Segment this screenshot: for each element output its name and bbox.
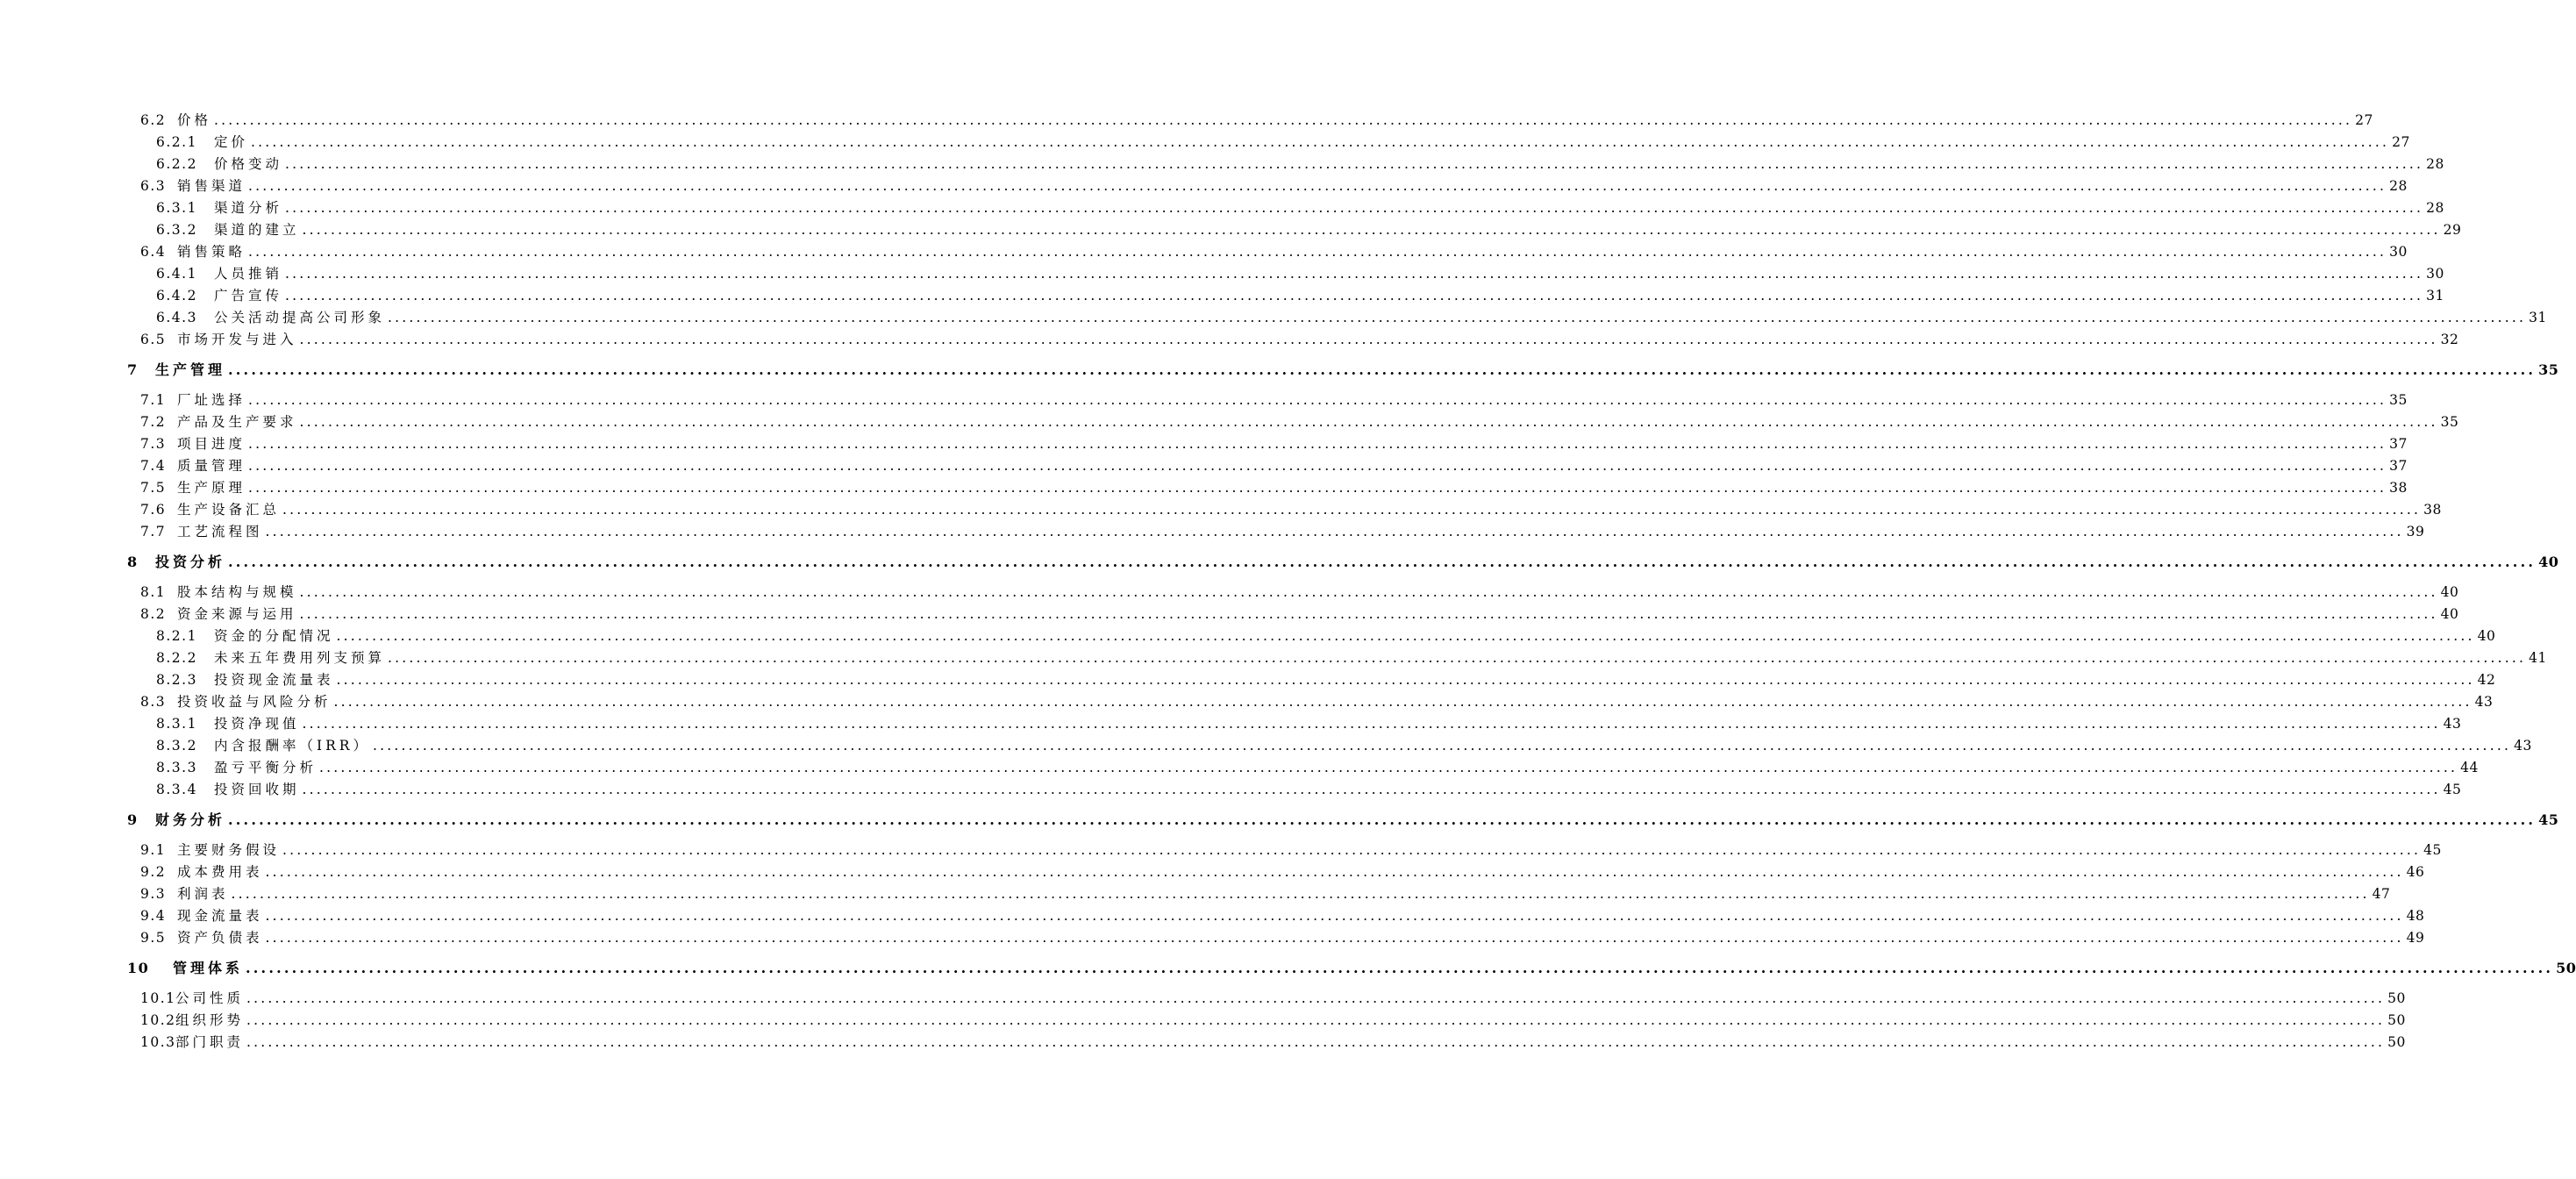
- dot-leader: ............................................................................................................................................................................................................................................................................................................: [336, 672, 2475, 688]
- dot-leader: ............................................................................................................................................................................................................................................................................................................: [228, 361, 2537, 378]
- toc-entry-page: 40: [2440, 584, 2459, 600]
- toc-entry[interactable]: [140, 862, 2425, 882]
- toc-entry-page: 49: [2406, 930, 2425, 946]
- toc-entry-title: 投资分析: [155, 554, 226, 570]
- toc-entry[interactable]: [156, 780, 2462, 799]
- toc-entry-number: 6.4.1: [156, 266, 197, 282]
- toc-entry-title: 公关活动提高公司形象: [214, 310, 386, 325]
- toc-entry-title: 组织形势: [175, 1012, 245, 1028]
- dot-leader: ............................................................................................................................................................................................................................................................................................................: [248, 178, 2387, 194]
- toc-entry-number: 8.3.4: [156, 782, 197, 797]
- toc-entry-title: 资金来源与运用: [177, 606, 297, 622]
- toc-entry-number: 6.4: [140, 244, 167, 260]
- dot-leader: ............................................................................................................................................................................................................................................................................................................: [265, 930, 2404, 946]
- toc-entry-number: 6.4.2: [156, 288, 197, 304]
- toc-entry-number: 9.5: [140, 930, 167, 946]
- dot-leader: ............................................................................................................................................................................................................................................................................................................: [248, 480, 2387, 496]
- toc-entry-number: 8.3.1: [156, 716, 197, 732]
- toc-entry-title: 渠道分析: [214, 200, 283, 216]
- toc-entry-number: 8: [127, 554, 139, 570]
- toc-entry[interactable]: [140, 434, 2408, 454]
- toc-entry-number: 6.3.2: [156, 222, 197, 238]
- toc-entry[interactable]: [156, 758, 2479, 777]
- dot-leader: ............................................................................................................................................................................................................................................................................................................: [246, 1012, 2386, 1028]
- toc-entry-number: 9.3: [140, 886, 167, 902]
- toc-entry-title: 成本费用表: [177, 864, 263, 880]
- dot-leader: ............................................................................................................................................................................................................................................................................................................: [319, 760, 2458, 775]
- toc-entry-page: 50: [2556, 960, 2576, 976]
- toc-entry-page: 43: [2443, 716, 2462, 732]
- toc-entry-title: 生产原理: [177, 480, 246, 496]
- toc-entry-number: 6.2.2: [156, 156, 197, 172]
- toc-entry-number: 6.2: [140, 112, 167, 128]
- toc-entry[interactable]: [156, 220, 2462, 239]
- toc-entry-page: 29: [2443, 222, 2462, 238]
- toc-entry-page: 47: [2372, 886, 2391, 902]
- toc-entry-page: 27: [2355, 112, 2373, 128]
- toc-entry-page: 42: [2477, 672, 2496, 688]
- toc-entry-number: 6.2.1: [156, 134, 197, 150]
- toc-entry-title: 投资现金流量表: [214, 672, 334, 688]
- dot-leader: ............................................................................................................................................................................................................................................................................................................: [336, 628, 2475, 644]
- toc-entry[interactable]: [140, 582, 2459, 602]
- toc-entry-number: 7.3: [140, 436, 167, 452]
- toc-entry-number: 9.2: [140, 864, 167, 880]
- toc-entry-title: 生产设备汇总: [177, 502, 281, 518]
- toc-entry-number: 6.5: [140, 332, 167, 347]
- toc-entry-title: 生产管理: [155, 361, 226, 378]
- toc-entry-title: 部门职责: [175, 1034, 245, 1050]
- toc-entry[interactable]: [156, 626, 2496, 646]
- dot-leader: ............................................................................................................................................................................................................................................................................................................: [282, 842, 2422, 858]
- dot-leader: ............................................................................................................................................................................................................................................................................................................: [302, 782, 2441, 797]
- toc-entry[interactable]: [140, 478, 2408, 497]
- toc-entry-number: 8.2.2: [156, 650, 197, 666]
- toc-entry-page: 44: [2460, 760, 2479, 775]
- toc-entry-title: 盈亏平衡分析: [214, 760, 318, 775]
- toc-entry-page: 35: [2440, 414, 2459, 430]
- toc-entry-title: 销售策略: [177, 244, 246, 260]
- toc-entry-title: 销售渠道: [177, 178, 246, 194]
- toc-entry-page: 40: [2440, 606, 2459, 622]
- dot-leader: ............................................................................................................................................................................................................................................................................................................: [231, 886, 2370, 902]
- toc-entry-page: 35: [2538, 361, 2559, 378]
- dot-leader: ............................................................................................................................................................................................................................................................................................................: [285, 156, 2424, 172]
- toc-entry[interactable]: [140, 1011, 2406, 1030]
- toc-entry-page: 43: [2474, 694, 2494, 710]
- toc-entry-page: 45: [2538, 811, 2559, 828]
- toc-entry-page: 28: [2426, 156, 2444, 172]
- dot-leader: ............................................................................................................................................................................................................................................................................................................: [299, 606, 2438, 622]
- toc-entry-page: 48: [2406, 908, 2425, 924]
- toc-entry-page: 50: [2387, 1012, 2406, 1028]
- dot-leader: ............................................................................................................................................................................................................................................................................................................: [265, 908, 2404, 924]
- toc-entry[interactable]: [127, 959, 2576, 978]
- toc-entry[interactable]: [140, 390, 2408, 410]
- dot-leader: ............................................................................................................................................................................................................................................................................................................: [302, 222, 2441, 238]
- dot-leader: ............................................................................................................................................................................................................................................................................................................: [333, 694, 2473, 710]
- toc-entry-number: 8.2.1: [156, 628, 197, 644]
- toc-entry-page: 30: [2389, 244, 2408, 260]
- toc-entry-number: 8.3.2: [156, 738, 197, 754]
- toc-entry-number: 8.2: [140, 606, 167, 622]
- toc-entry-page: 35: [2389, 392, 2408, 408]
- toc-entry-number: 7.2: [140, 414, 167, 430]
- dot-leader: ............................................................................................................................................................................................................................................................................................................: [265, 524, 2404, 539]
- toc-entry[interactable]: [156, 714, 2462, 733]
- toc-entry-page: 50: [2387, 1034, 2406, 1050]
- toc-entry[interactable]: [156, 154, 2444, 174]
- toc-entry[interactable]: [140, 692, 2494, 711]
- toc-entry-number: 9.4: [140, 908, 167, 924]
- toc-entry[interactable]: [156, 264, 2444, 283]
- toc-entry-title: 人员推销: [214, 266, 283, 282]
- toc-entry-page: 46: [2406, 864, 2425, 880]
- toc-entry-title: 投资净现值: [214, 716, 300, 732]
- toc-entry-page: 43: [2514, 738, 2532, 754]
- toc-entry-number: 6.3: [140, 178, 167, 194]
- toc-entry[interactable]: [140, 906, 2425, 925]
- toc-entry[interactable]: [140, 242, 2408, 261]
- toc-entry-page: 31: [2529, 310, 2547, 325]
- toc-entry-title: 厂址选择: [177, 392, 246, 408]
- toc-entry[interactable]: [156, 286, 2444, 305]
- dot-leader: ............................................................................................................................................................................................................................................................................................................: [248, 244, 2387, 260]
- toc-entry-number: 8.3: [140, 694, 167, 710]
- toc-entry-page: 38: [2423, 502, 2442, 518]
- toc-entry[interactable]: [140, 456, 2408, 475]
- dot-leader: ............................................................................................................................................................................................................................................................................................................: [302, 716, 2441, 732]
- toc-entry-number: 7.1: [140, 392, 167, 408]
- toc-entry-page: 45: [2443, 782, 2462, 797]
- toc-entry-title: 渠道的建立: [214, 222, 300, 238]
- dot-leader: ............................................................................................................................................................................................................................................................................................................: [388, 310, 2527, 325]
- toc-entry-number: 7: [127, 361, 139, 378]
- toc-entry-number: 6.3.1: [156, 200, 197, 216]
- toc-entry-page: 50: [2387, 990, 2406, 1006]
- dot-leader: ............................................................................................................................................................................................................................................................................................................: [214, 112, 2353, 128]
- dot-leader: ............................................................................................................................................................................................................................................................................................................: [246, 960, 2554, 976]
- dot-leader: ............................................................................................................................................................................................................................................................................................................: [251, 134, 2390, 150]
- toc-entry-title: 投资回收期: [214, 782, 300, 797]
- toc-entry-number: 7.7: [140, 524, 167, 539]
- toc-entry-number: 10.2: [140, 1012, 176, 1028]
- toc-entry-page: 27: [2392, 134, 2410, 150]
- toc-entry-title: 内含报酬率（IRR）: [214, 738, 370, 754]
- dot-leader: ............................................................................................................................................................................................................................................................................................................: [388, 650, 2527, 666]
- toc-entry-page: 28: [2426, 200, 2444, 216]
- toc-entry[interactable]: [156, 648, 2547, 668]
- toc-entry-title: 项目进度: [177, 436, 246, 452]
- toc-entry-page: 45: [2423, 842, 2442, 858]
- toc-entry-number: 6.4.3: [156, 310, 197, 325]
- toc-entry-number: 10.3: [140, 1034, 176, 1050]
- toc-entry[interactable]: [156, 132, 2410, 152]
- toc-entry-title: 市场开发与进入: [177, 332, 297, 347]
- dot-leader: ............................................................................................................................................................................................................................................................................................................: [285, 288, 2424, 304]
- toc-entry-number: 8.3.3: [156, 760, 197, 775]
- toc-entry[interactable]: [156, 198, 2444, 218]
- toc-entry[interactable]: [127, 811, 2559, 830]
- dot-leader: ............................................................................................................................................................................................................................................................................................................: [265, 864, 2404, 880]
- toc-entry-page: 41: [2529, 650, 2547, 666]
- toc-entry[interactable]: [156, 308, 2547, 327]
- toc-entry-title: 资金的分配情况: [214, 628, 334, 644]
- toc-entry-title: 价格: [177, 112, 212, 128]
- dot-leader: ............................................................................................................................................................................................................................................................................................................: [246, 1034, 2386, 1050]
- dot-leader: ............................................................................................................................................................................................................................................................................................................: [299, 332, 2438, 347]
- toc-entry-title: 现金流量表: [177, 908, 263, 924]
- dot-leader: ............................................................................................................................................................................................................................................................................................................: [299, 584, 2438, 600]
- toc-entry-number: 10: [127, 960, 150, 976]
- toc-entry-number: 9: [127, 811, 139, 828]
- toc-entry-title: 资产负债表: [177, 930, 263, 946]
- toc-entry-number: 7.6: [140, 502, 167, 518]
- toc-entry-number: 7.5: [140, 480, 167, 496]
- toc-entry-title: 利润表: [177, 886, 229, 902]
- toc-entry-title: 股本结构与规模: [177, 584, 297, 600]
- toc-entry[interactable]: [127, 361, 2559, 380]
- toc-entry-title: 质量管理: [177, 458, 246, 474]
- toc-entry-number: 9.1: [140, 842, 167, 858]
- toc-entry[interactable]: [127, 553, 2559, 572]
- dot-leader: ............................................................................................................................................................................................................................................................................................................: [299, 414, 2438, 430]
- toc-entry[interactable]: [156, 670, 2496, 690]
- toc-entry-page: 40: [2477, 628, 2496, 644]
- toc-entry-number: 7.4: [140, 458, 167, 474]
- toc-entry-page: 32: [2440, 332, 2459, 347]
- toc-entry-title: 产品及生产要求: [177, 414, 297, 430]
- toc-entry[interactable]: [140, 500, 2442, 519]
- dot-leader: ............................................................................................................................................................................................................................................................................................................: [372, 738, 2512, 754]
- dot-leader: ............................................................................................................................................................................................................................................................................................................: [248, 436, 2387, 452]
- toc-entry-page: 38: [2389, 480, 2408, 496]
- toc-entry[interactable]: [140, 928, 2425, 947]
- toc-entry-number: 8.1: [140, 584, 167, 600]
- toc-entry[interactable]: [140, 176, 2408, 196]
- toc-entry-title: 价格变动: [214, 156, 283, 172]
- toc-entry-number: 8.2.3: [156, 672, 197, 688]
- toc-entry-title: 公司性质: [175, 990, 245, 1006]
- toc-entry-title: 管理体系: [173, 960, 244, 976]
- toc-entry-title: 工艺流程图: [177, 524, 263, 539]
- toc-entry-page: 30: [2426, 266, 2444, 282]
- dot-leader: ............................................................................................................................................................................................................................................................................................................: [248, 392, 2387, 408]
- toc-entry[interactable]: [140, 840, 2442, 860]
- toc-entry-title: 主要财务假设: [177, 842, 281, 858]
- toc-entry[interactable]: [140, 604, 2459, 624]
- toc-entry[interactable]: [140, 989, 2406, 1008]
- dot-leader: ............................................................................................................................................................................................................................................................................................................: [282, 502, 2422, 518]
- dot-leader: ............................................................................................................................................................................................................................................................................................................: [246, 990, 2386, 1006]
- toc-entry-title: 未来五年费用列支预算: [214, 650, 386, 666]
- toc-entry-page: 31: [2426, 288, 2444, 304]
- toc-entry-number: 10.1: [140, 990, 176, 1006]
- toc-entry-page: 37: [2389, 458, 2408, 474]
- toc-entry[interactable]: [140, 1033, 2406, 1052]
- toc-entry[interactable]: [140, 522, 2425, 541]
- toc-entry[interactable]: [140, 884, 2391, 904]
- dot-leader: ............................................................................................................................................................................................................................................................................................................: [228, 554, 2537, 570]
- dot-leader: ............................................................................................................................................................................................................................................................................................................: [285, 266, 2424, 282]
- toc-entry-page: 28: [2389, 178, 2408, 194]
- dot-leader: ............................................................................................................................................................................................................................................................................................................: [285, 200, 2424, 216]
- toc-entry[interactable]: [140, 412, 2459, 432]
- toc-entry-title: 广告宣传: [214, 288, 283, 304]
- toc-entry-page: 37: [2389, 436, 2408, 452]
- toc-entry-page: 40: [2538, 554, 2559, 570]
- dot-leader: ............................................................................................................................................................................................................................................................................................................: [228, 811, 2537, 828]
- toc-entry-title: 财务分析: [155, 811, 226, 828]
- dot-leader: ............................................................................................................................................................................................................................................................................................................: [248, 458, 2387, 474]
- toc-entry[interactable]: [156, 736, 2532, 755]
- toc-entry-page: 39: [2406, 524, 2425, 539]
- toc-entry-title: 投资收益与风险分析: [177, 694, 332, 710]
- toc-entry-title: 定价: [214, 134, 249, 150]
- toc-entry[interactable]: [140, 111, 2373, 130]
- toc-entry[interactable]: [140, 330, 2459, 349]
